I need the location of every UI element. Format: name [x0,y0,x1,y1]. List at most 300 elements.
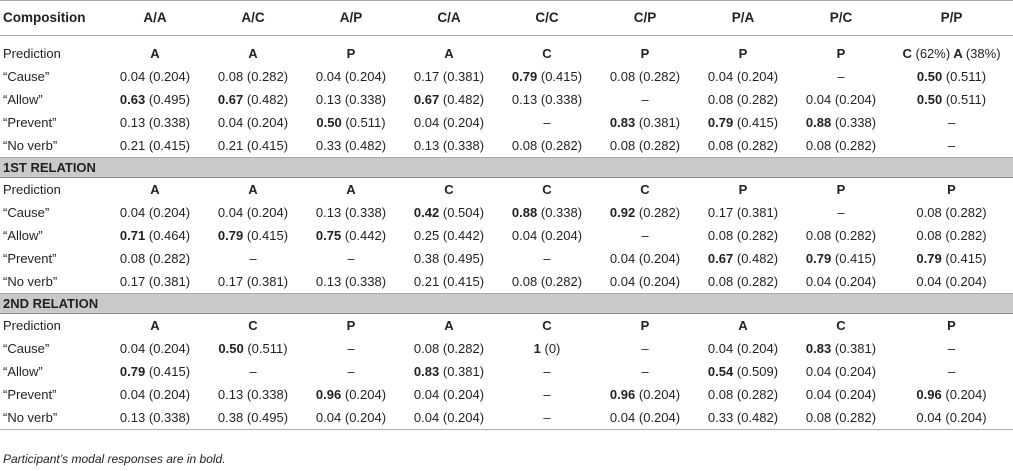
data-cell [302,65,400,88]
prediction-cell [694,314,792,338]
mean-value: 0.08 [707,228,734,243]
data-cell [694,111,792,134]
sd-value: (0.338) [834,115,877,130]
data-cell [694,224,792,247]
prediction-cell [694,36,792,66]
sd-value: (0.204) [148,69,191,84]
data-cell [400,247,498,270]
data-cell [792,134,890,158]
data-cell [204,383,302,406]
sd-value: (0.204) [246,115,289,130]
sd-value: (0.442) [442,228,485,243]
mean-value: 0.08 [805,228,832,243]
data-cell [694,383,792,406]
sd-value: (0.415) [736,115,779,130]
data-cell [204,270,302,294]
modal-mean-value: 0.79 [119,364,146,379]
mean-value: – [641,228,649,243]
mean-value: 0.08 [609,138,636,153]
data-cell [596,88,694,111]
modal-mean-value: 0.54 [707,364,734,379]
mean-value: 0.08 [707,92,734,107]
data-cell [596,247,694,270]
modal-mean-value: 0.71 [119,228,146,243]
prediction-cell [498,314,596,338]
mean-value: – [947,364,956,379]
mean-value: – [947,341,956,356]
data-cell [792,224,890,247]
mean-value: 0.04 [119,387,146,402]
sd-value: (0.482) [442,92,485,107]
data-cell [302,360,400,383]
data-cell [106,88,204,111]
sd-value: (0.282) [638,69,681,84]
sd-value: (0.415) [945,251,987,266]
mean-value: – [837,69,845,84]
data-cell [106,360,204,383]
data-cell [694,337,792,360]
prediction-value: C [640,182,650,197]
data-cell [890,383,1013,406]
mean-value: 0.13 [413,138,440,153]
sd-value: (0.204) [945,410,987,425]
sd-value: (0.204) [344,410,387,425]
sd-value: (0.282) [834,138,877,153]
sd-value: (0.282) [945,205,987,220]
data-cell [302,337,400,360]
sd-value: (0.482) [736,410,779,425]
sd-value: (0.282) [736,92,779,107]
modal-mean-value: 0.88 [511,205,538,220]
sd-value: (0.282) [736,228,779,243]
data-cell [596,134,694,158]
table-row [0,88,1013,111]
row-label: “Cause” [3,341,50,356]
column-header: A/C [204,1,302,36]
prediction-cell [890,314,1013,338]
data-cell [106,134,204,158]
prediction-cell [204,36,302,66]
sd-value: (0.204) [638,274,681,289]
mean-value: 0.08 [511,138,538,153]
modal-mean-value: 0.96 [916,387,942,402]
sd-value: (0.282) [148,251,191,266]
prediction-value: C [902,46,912,61]
data-cell [792,337,890,360]
sd-value: (0.204) [148,341,191,356]
sd-value: (0.415) [148,138,191,153]
sd-value: (0.415) [246,138,289,153]
mean-value: – [947,138,956,153]
prediction-row [0,36,1013,66]
table-body [0,36,1013,430]
data-cell [106,383,204,406]
data-cell [498,247,596,270]
data-cell [694,65,792,88]
prediction-value: A [444,46,454,61]
modal-mean-value: 0.79 [217,228,244,243]
prediction-value: P [947,318,956,333]
mean-value: – [837,205,845,220]
sd-value: (0.204) [834,274,877,289]
mean-value: 0.21 [217,138,244,153]
row-label: “Allow” [3,92,43,107]
column-header-composition: Composition [0,1,106,36]
modal-mean-value: 0.67 [217,92,244,107]
data-cell [204,224,302,247]
prediction-cell [890,36,1013,66]
prediction-value: P [640,46,650,61]
sd-value: (0.338) [344,205,387,220]
mean-value: 0.04 [119,69,146,84]
sd-value: (0.495) [442,251,485,266]
sd-value: (0.511) [945,92,987,107]
prediction-cell [498,178,596,202]
data-cell [498,88,596,111]
data-cell [400,224,498,247]
prediction-cell [106,36,204,66]
prediction-value: C [836,318,846,333]
sd-value: (0.282) [540,274,583,289]
mean-value: – [347,364,355,379]
mean-value: – [543,364,551,379]
prediction-value: P [947,182,956,197]
data-cell [400,134,498,158]
mean-value: 0.21 [413,274,440,289]
mean-value: 0.04 [315,69,342,84]
data-cell [106,406,204,430]
modal-mean-value: 0.63 [119,92,146,107]
mean-value: 0.04 [511,228,538,243]
modal-mean-value: 0.50 [316,115,342,130]
mean-value: – [249,364,257,379]
table-row [0,111,1013,134]
sd-value: (0.204) [945,274,987,289]
data-cell [400,201,498,224]
data-cell [890,270,1013,294]
data-cell [498,360,596,383]
sd-value: (0.442) [344,228,387,243]
modal-mean-value: 0.79 [916,251,942,266]
mean-value: 0.04 [707,341,734,356]
sd-value: (0.338) [344,92,387,107]
mean-value: 0.08 [805,138,832,153]
table-row [0,406,1013,430]
sd-value: (0.282) [246,69,289,84]
prediction-value: C [444,182,454,197]
sd-value: (0.482) [736,251,779,266]
data-cell [792,360,890,383]
data-cell [302,406,400,430]
prediction-value: P [738,46,748,61]
modal-mean-value: 0.50 [916,92,943,107]
data-cell [498,406,596,430]
row-label: “Cause” [3,205,50,220]
mean-value: 0.25 [413,228,440,243]
sd-value: (0.338) [148,410,191,425]
data-cell [204,111,302,134]
prediction-value: A [738,318,748,333]
table-row [0,134,1013,158]
column-header: P/P [890,1,1013,36]
mean-value: 0.21 [119,138,146,153]
data-cell [890,88,1013,111]
modal-mean-value: 0.92 [609,205,636,220]
table-row [0,383,1013,406]
prediction-value: A [953,46,963,61]
sd-value: (0.482) [344,138,387,153]
mean-value: 0.08 [413,341,440,356]
mean-value: 0.08 [707,274,734,289]
sd-value: (0.381) [148,274,191,289]
section-title: 1ST RELATION [0,158,1013,178]
data-cell [400,406,498,430]
mean-value: – [641,341,649,356]
prediction-cell [302,36,400,66]
sd-value: (0.415) [246,228,289,243]
prediction-cell [106,178,204,202]
row-label: “Prevent” [3,387,57,402]
row-label: Prediction [3,182,61,197]
data-cell [302,88,400,111]
prediction-cell [302,178,400,202]
sd-value: (0.204) [148,205,191,220]
sd-value: (0.338) [540,92,583,107]
sd-value: (0.204) [344,69,387,84]
mean-value: – [641,364,649,379]
prediction-value: P [346,46,356,61]
mean-value: 0.08 [119,251,146,266]
table-header-row [0,1,1013,36]
data-cell [302,224,400,247]
data-cell [596,383,694,406]
row-label: “No verb” [0,406,106,430]
sd-value: (0.338) [246,387,289,402]
data-cell [890,134,1013,158]
data-cell [694,406,792,430]
sd-value: (0.204) [834,387,877,402]
modal-mean-value: 0.83 [609,115,636,130]
mean-value: 0.04 [609,251,636,266]
data-cell [596,65,694,88]
section-title: 2ND RELATION [0,294,1013,314]
data-cell [890,111,1013,134]
modal-mean-value: 0.79 [805,251,832,266]
data-cell [302,247,400,270]
data-cell [792,406,890,430]
table-row [0,337,1013,360]
data-cell [890,224,1013,247]
sd-value: (0.282) [540,138,583,153]
data-cell [792,201,890,224]
data-cell [204,247,302,270]
prediction-cell [400,178,498,202]
mean-value: 0.13 [511,92,538,107]
data-cell [694,88,792,111]
row-label: “Prevent” [3,251,57,266]
sd-value: (0.204) [344,387,387,402]
data-cell [400,360,498,383]
sd-value: (0.204) [638,251,681,266]
mean-value: 0.04 [805,274,832,289]
data-cell [400,111,498,134]
prediction-value: C [542,46,552,61]
mean-value: 0.38 [413,251,440,266]
mean-value: – [347,341,355,356]
mean-value: 0.17 [707,205,734,220]
prediction-value: A [248,46,258,61]
mean-value: – [347,251,355,266]
data-cell [792,111,890,134]
prediction-value: A [150,46,160,61]
mean-value: 0.04 [217,115,244,130]
data-cell [400,383,498,406]
data-cell [596,337,694,360]
prediction-cell [204,178,302,202]
sd-value: (0.381) [442,69,485,84]
column-header: C/A [400,1,498,36]
sd-value: (0.464) [148,228,191,243]
mean-value: – [641,92,649,107]
data-cell [596,270,694,294]
mean-value: – [543,115,551,130]
row-label: Prediction [3,318,61,333]
data-cell [792,383,890,406]
data-cell [106,270,204,294]
sd-value: (0.282) [736,274,779,289]
prediction-value: P [836,182,846,197]
mean-value: 0.04 [217,205,244,220]
mean-value: 0.13 [217,387,244,402]
prediction-value: C [542,182,552,197]
prediction-cell [596,314,694,338]
sd-value: (0.511) [345,115,386,130]
prediction-cell [792,314,890,338]
modal-mean-value: 0.42 [413,205,440,220]
sd-value: (0.338) [344,274,387,289]
prediction-value: A [346,182,356,197]
mean-value: 0.13 [119,410,146,425]
mean-value: 0.04 [119,205,146,220]
data-cell [204,65,302,88]
sd-value: (0.204) [638,410,681,425]
sd-value: (0.204) [736,341,779,356]
row-label: “Cause” [3,69,50,84]
modal-mean-value: 1 [533,341,541,356]
mean-value: – [249,251,257,266]
data-cell [302,111,400,134]
data-cell [498,65,596,88]
data-cell [596,360,694,383]
data-cell [596,201,694,224]
sd-value: (0.204) [442,115,485,130]
data-cell [792,270,890,294]
mean-value: 0.13 [315,274,342,289]
data-cell [596,224,694,247]
prediction-row [0,178,1013,202]
prediction-cell [400,314,498,338]
mean-value: 0.04 [315,410,342,425]
modal-mean-value: 0.50 [218,341,244,356]
sd-value: (0.204) [834,364,877,379]
data-cell [106,111,204,134]
sd-value: (0.381) [246,274,289,289]
prediction-value: P [346,318,356,333]
data-cell [204,360,302,383]
mean-value: 0.08 [511,274,538,289]
data-cell [106,65,204,88]
mean-value: 0.08 [707,387,734,402]
mean-value: – [543,251,551,266]
prediction-cell [204,314,302,338]
data-cell [890,65,1013,88]
mean-value: 0.17 [413,69,440,84]
modal-mean-value: 0.83 [805,341,832,356]
prediction-cell [792,36,890,66]
sd-value: (0.204) [442,410,485,425]
prediction-value: A [150,318,160,333]
data-cell [400,65,498,88]
mean-value: 0.04 [805,364,832,379]
modal-mean-value: 0.96 [315,387,342,402]
sd-value: (0.504) [442,205,485,220]
sd-value: (0.204) [540,228,583,243]
sd-value: (0.282) [834,410,877,425]
mean-value: 0.13 [119,115,146,130]
prediction-cell [106,314,204,338]
prediction-value: A [150,182,160,197]
table-row [0,65,1013,88]
sd-value: (0.282) [834,228,877,243]
prediction-value: P [836,46,846,61]
data-cell [204,88,302,111]
modal-mean-value: 0.50 [916,69,943,84]
data-cell [302,134,400,158]
data-cell [302,383,400,406]
mean-value: 0.04 [413,410,440,425]
data-cell [890,247,1013,270]
column-header: C/C [498,1,596,36]
table-row [0,201,1013,224]
column-header: A/P [302,1,400,36]
data-cell [694,270,792,294]
mean-value: – [947,115,956,130]
data-cell [792,88,890,111]
sd-value: (0.509) [736,364,779,379]
modal-mean-value: 0.75 [315,228,342,243]
data-cell [498,201,596,224]
table-row [0,270,1013,294]
mean-value: 0.38 [217,410,244,425]
data-cell [792,247,890,270]
table-row [0,247,1013,270]
sd-value: (0.511) [247,341,288,356]
data-cell [498,270,596,294]
sd-value: (0.282) [736,387,779,402]
prediction-value: P [738,182,748,197]
modal-mean-value: 0.83 [413,364,440,379]
column-header: A/A [106,1,204,36]
mean-value: – [543,410,551,425]
data-cell [890,360,1013,383]
mean-value: 0.04 [413,387,440,402]
prediction-cell [596,178,694,202]
sd-value: (0.338) [540,205,583,220]
prediction-value: C [248,318,258,333]
row-label: “No verb” [0,134,106,158]
sd-value: (0.282) [442,341,485,356]
mean-value: 0.08 [707,138,734,153]
